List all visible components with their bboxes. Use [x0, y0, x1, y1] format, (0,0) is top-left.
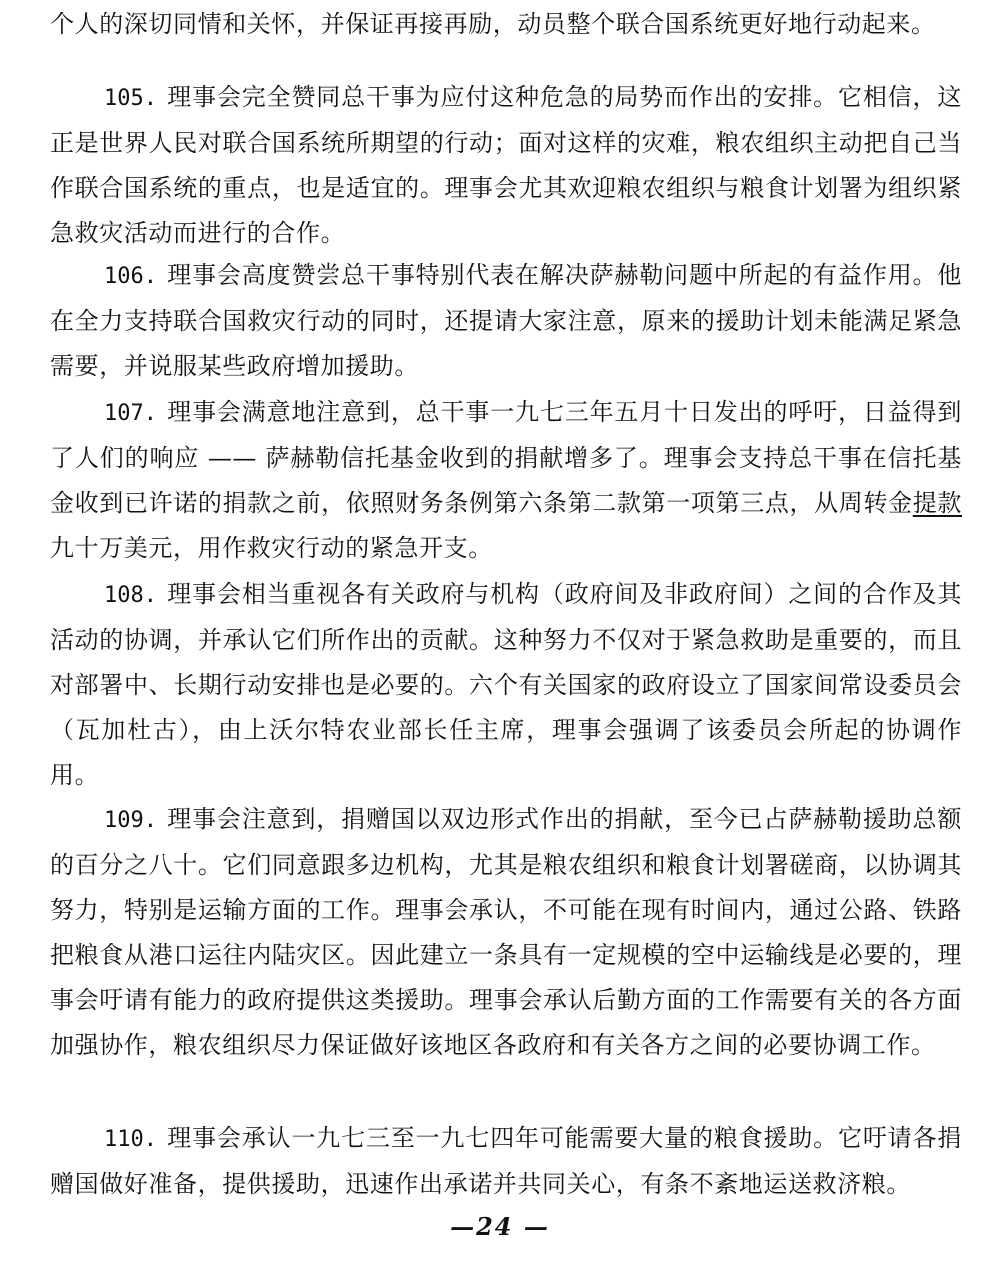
paragraph-number: 108. [104, 583, 157, 608]
underlined-text: 提款 [912, 489, 962, 517]
paragraph-text: 理事会相当重视各有关政府与机构（政府间及非政府间）之间的合作及其活动的协调，并承认它们所作出的贡献。这种努力不仅对于紧急救助是重要的，而且对部署中、长期行动安排也是必要的。六个有关国家的政府设立了国家间常设委员会（瓦加杜古），由上沃尔特农业部长任主席，理事会强调了该委员会所起的协调作用。 [50, 580, 962, 789]
paragraph-text: 理事会注意到，捐赠国以双边形式作出的捐献，至今已占萨赫勒援助总额的百分之八十。它们同意跟多边机构，尤其是粮农组织和粮食计划署磋商，以协调其努力，特别是运输方面的工作。理事会承认，不可能在现有时间内，通过公路、铁路把粮食从港口运往内陆灾区。因此建立一条具有一定规模的空中运输线是必要的，理事会吁请有能力的政府提供这类援助。理事会承认后勤方面的工作需要有关的各方面加强协作，粮农组织尽力保证做好该地区各政府和有关各方之间的必要协调工作。 [50, 805, 962, 1059]
paragraph-text-end: 九十万美元，用作救灾行动的紧急开支。 [50, 534, 493, 562]
paragraph-number: 105. [104, 86, 157, 111]
paragraph-text: 理事会高度赞尝总干事特别代表在解决萨赫勒问题中所起的有益作用。他在全力支持联合国救灾行动的同时，还提请大家注意，原来的援助计划未能满足紧急需要，并说服某些政府增加援助。 [50, 261, 962, 380]
paragraph-107 [50, 390, 962, 571]
paragraph-110 [50, 1116, 962, 1207]
paragraph-108 [50, 572, 962, 798]
continuation-text: 个人的深切同情和关怀，并保证再接再励，动员整个联合国系统更好地行动起来。 [50, 10, 936, 38]
paragraph-number: 107. [104, 401, 157, 426]
continuation-paragraph [50, 2, 962, 47]
paragraph-number: 109. [104, 808, 157, 833]
paragraph-text: 理事会完全赞同总干事为应付这种危急的局势而作出的安排。它相信，这正是世界人民对联合国系统所期望的行动；面对这样的灾难，粮农组织主动把自己当作联合国系统的重点，也是适宜的。理事会尤其欢迎粮农组织与粮食计划署为组织紧急救灾活动而进行的合作。 [50, 83, 962, 247]
paragraph-105 [50, 75, 962, 256]
page-number: —24 — [450, 1212, 550, 1241]
paragraph-number: 106. [104, 264, 157, 289]
paragraph-109 [50, 797, 962, 1068]
paragraph-number: 110. [104, 1127, 157, 1152]
paragraph-106 [50, 253, 962, 389]
paragraph-text: 理事会承认一九七三至一九七四年可能需要大量的粮食援助。它吁请各捐赠国做好准备，提供援助，迅速作出承诺并共同关心，有条不紊地运送救济粮。 [50, 1124, 962, 1198]
paragraph-text: 理事会满意地注意到，总干事一九七三年五月十日发出的呼吁，日益得到了人们的响应 —— 萨赫勒信托基金收到的捐献增多了。理事会支持总干事在信托基金收到已许诺的捐款之前，依照财务条例第六条第二款第一项第三点，从周转金 [50, 398, 962, 517]
